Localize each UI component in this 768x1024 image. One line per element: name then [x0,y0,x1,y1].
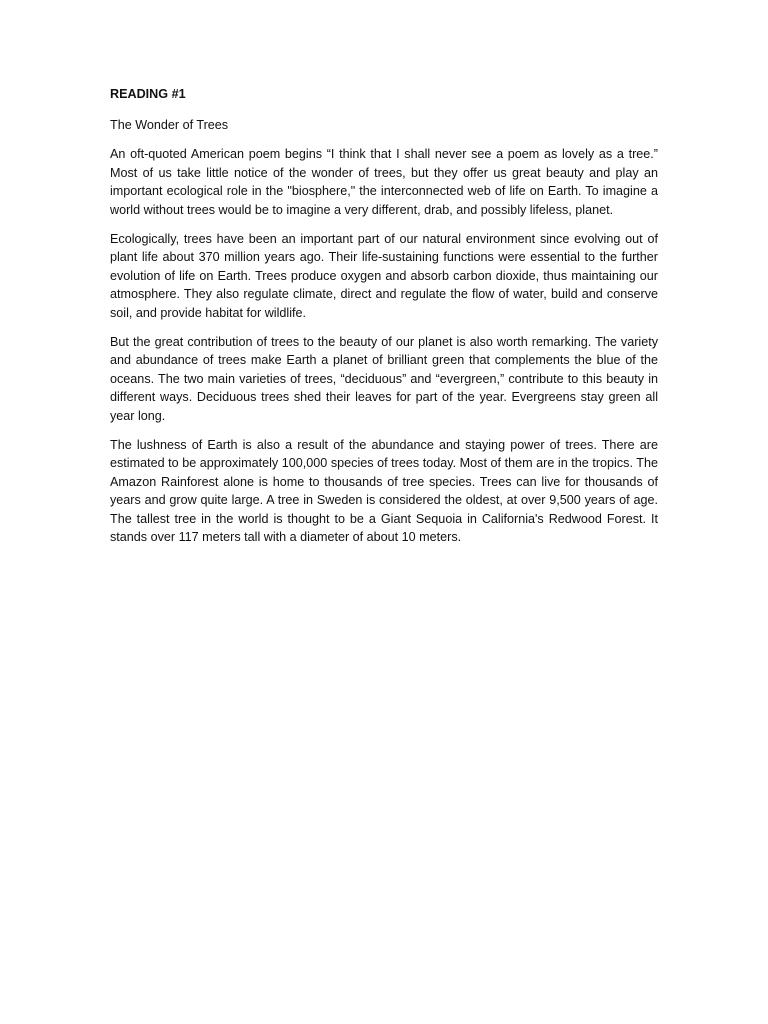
paragraph-4: The lushness of Earth is also a result of the abundance and staying power of trees. There are estimated to be approximately 100,000 species of trees today. Most of them are in the tropics. The Amazon Rainforest alone is home to thousands of tree species. Trees can live for thousands of years and grow quite large. A tree in Sweden is considered the oldest, at over 9,500 years of age. The tallest tree in the world is thought to be a Giant Sequoia in California's Redwood Forest. It stands over 117 meters tall with a diameter of about 10 meters. [110,437,658,545]
paragraph-2: Ecologically, trees have been an important part of our natural environment since evolving out of plant life about 370 million years ago. Their life-sustaining functions were essential to the further evolution of life on Earth. Trees produce oxygen and absorb carbon dioxide, thus maintaining our atmosphere. They also regulate climate, direct and regulate the flow of water, build and conserve soil, and provide habitat for wildlife. [110,231,658,320]
document-title: The Wonder of Trees [110,117,229,132]
paragraph-1: An oft-quoted American poem begins “I think that I shall never see a poem as lovely as a tree.” Most of us take little notice of the wonder of trees, but they offer us great beauty and play an important ecological role in the "biosphere," the interconnected web of life on Earth. To imagine a world without trees would be to imagine a very different, drab, and possibly lifeless, planet. [110,147,658,217]
paragraph-3: But the great contribution of trees to the beauty of our planet is also worth remarking. The variety and abundance of trees make Earth a planet of brilliant green that complements the blue of the oceans. The two main varieties of trees, “deciduous” and “evergreen,” contribute to this beauty in different ways. Deciduous trees shed their leaves for part of the year. Evergreens stay green all year long. [110,334,658,423]
reading-heading: READING #1 [110,87,186,101]
document-page [110,85,658,557]
